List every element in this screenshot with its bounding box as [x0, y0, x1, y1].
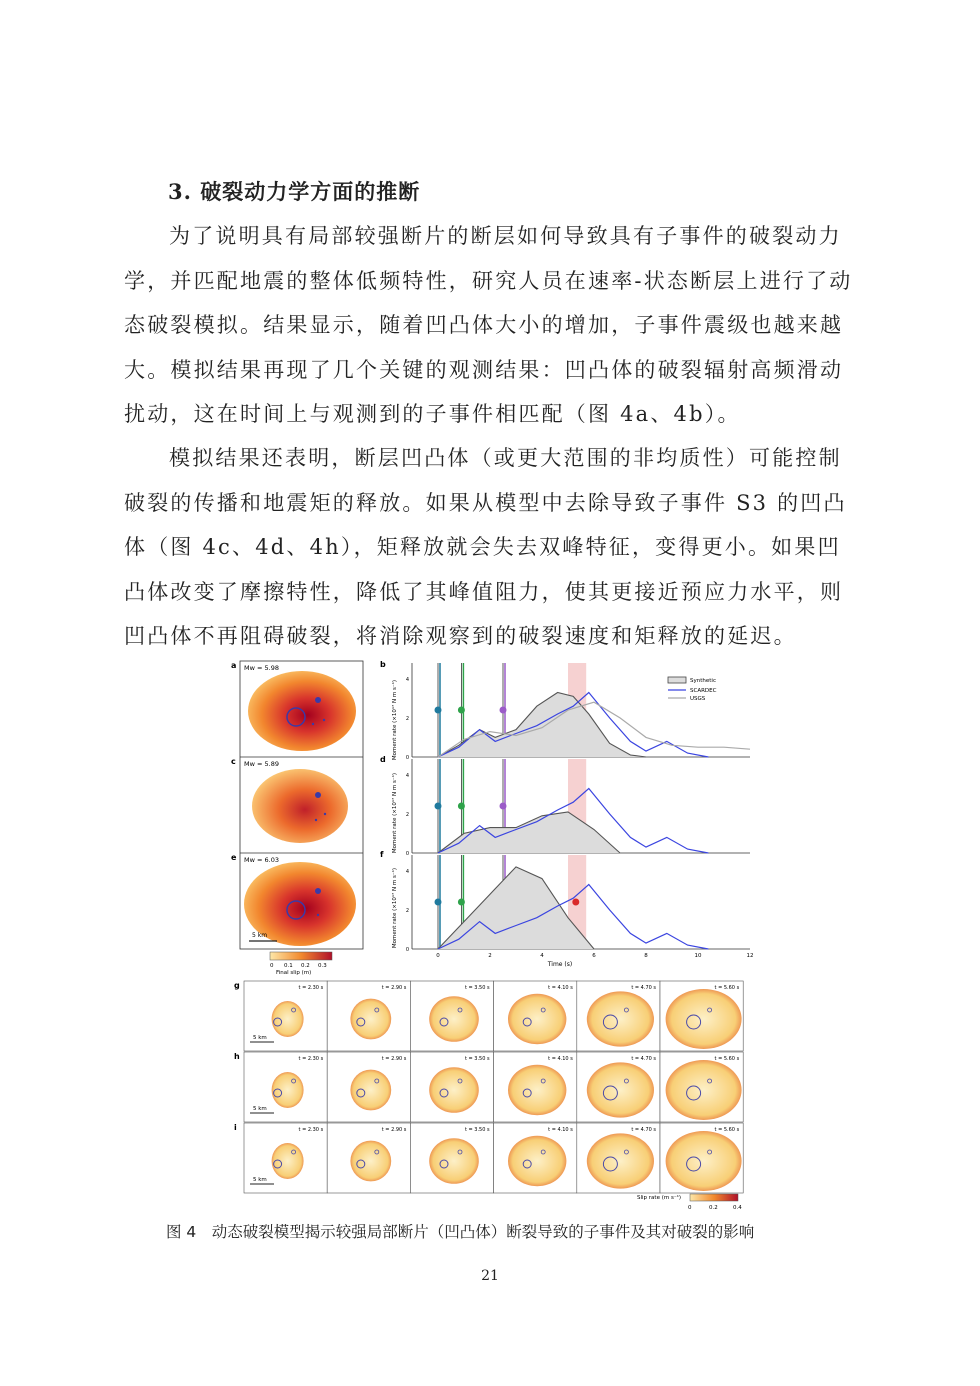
- sliprate-tick-1: 0.2: [709, 1205, 718, 1211]
- subevent-dot-b-0: [435, 707, 442, 714]
- snapshot-time-i-1: t = 2.90 s: [381, 1127, 407, 1133]
- snapshot-time-h-5: t = 5.60 s: [714, 1056, 740, 1062]
- x-tick-4: 8: [644, 953, 648, 959]
- panel-e-letter: e: [231, 853, 237, 862]
- snapshot-blob-g-3: [508, 994, 566, 1044]
- subevent-dot-f-1: [458, 899, 465, 906]
- legend-synthetic: Synthetic: [690, 678, 716, 684]
- moment-charts: [380, 660, 754, 968]
- snapshot-time-h-0: t = 2.30 s: [298, 1056, 324, 1062]
- section-heading: 3. 破裂动力学方面的推断: [168, 179, 421, 204]
- snapshot-blob-h-0: [272, 1072, 304, 1108]
- subevent-dot-d-2: [500, 803, 507, 810]
- legend-usgs: USGS: [690, 696, 706, 702]
- subevent-dot-b-1: [458, 707, 465, 714]
- final-slip-colorbar: [270, 952, 332, 960]
- snapshot-blob-h-2: [429, 1067, 479, 1113]
- slip-maps: [231, 661, 363, 976]
- paragraph-2: 模拟结果还表明，断层凹凸体（或更大范围的非均质性）可能控制破裂的传播和地震矩的释放。如果从模型中去除导致子事件 S3 的凹凸体（图 4c、4d、4h），矩释放就会失去双峰特征，变得更小。如果凹凸体改变了摩擦特性，降低了其峰值阻力，使其更接近预应力水平，则凹凸体不再阻碍破裂，将消除观察到的破裂速度和矩释放的延迟。: [124, 446, 847, 648]
- snapshot-blob-i-4: [587, 1133, 654, 1188]
- x-tick-5: 10: [694, 953, 702, 959]
- snapshot-blob-g-1: [350, 999, 391, 1040]
- x-tick-6: 12: [746, 953, 754, 959]
- sliprate-colorbar: [637, 1194, 742, 1211]
- panel-c-letter: c: [231, 757, 236, 766]
- sliprate-cbar: [690, 1194, 738, 1201]
- y-tick-b-2: 4: [405, 676, 409, 683]
- snapshot-blob-i-5: [666, 1131, 742, 1191]
- cbar-tick-0: 0: [270, 963, 274, 969]
- snapshot-time-h-1: t = 2.90 s: [381, 1056, 407, 1062]
- cbar-label: Final slip (m): [276, 970, 312, 976]
- snapshot-blob-h-4: [587, 1062, 654, 1117]
- paragraph-1: 为了说明具有局部较强断片的断层如何导致具有子事件的破裂动力学，并匹配地震的整体低频特性，研究人员在速率-状态断层上进行了动态破裂模拟。结果显示，随着凹凸体大小的增加，子事件震级也越来越大。模拟结果再现了几个关键的观测结果：凹凸体的破裂辐射高频滑动扰动，这在时间上与观测到的子事件相匹配（图 4a、4b）。: [124, 224, 853, 426]
- snapshot-grid: [234, 981, 743, 1193]
- legend-scardec: SCARDEC: [690, 688, 717, 694]
- scale-label-e: 5 km: [252, 932, 268, 939]
- snapshot-time-g-2: t = 3.50 s: [464, 985, 490, 991]
- figure-caption: 图 4 动态破裂模型揭示较强局部断片（凹凸体）断裂导致的子事件及其对破裂的影响: [166, 1223, 755, 1241]
- sliprate-tick-0: 0: [688, 1205, 692, 1211]
- subevent-dot-red-f: [572, 899, 579, 906]
- snapshot-blob-h-3: [508, 1065, 566, 1115]
- snapshot-blob-g-4: [587, 991, 654, 1046]
- snapshot-time-i-5: t = 5.60 s: [714, 1127, 740, 1133]
- panel-d-letter: d: [380, 755, 386, 764]
- page-number: 21: [481, 1268, 499, 1284]
- snapshot-time-i-3: t = 4.10 s: [548, 1127, 573, 1133]
- xlabel: Time (s): [547, 961, 573, 968]
- y-tick-f-2: 4: [405, 868, 409, 875]
- slip-map-e-label: Mw = 6.03: [244, 856, 279, 864]
- y-tick-d-0: 0: [405, 851, 409, 857]
- sliprate-tick-2: 0.4: [733, 1205, 742, 1211]
- snapshot-time-g-5: t = 5.60 s: [714, 985, 740, 991]
- series-fill-d-synthetic: [438, 812, 620, 853]
- legend-synthetic-swatch: [668, 677, 686, 683]
- chart-legend: [668, 677, 717, 702]
- ylabel-f: Moment rate (×10¹⁷ N m s⁻¹): [392, 867, 398, 949]
- snapshot-blob-i-3: [508, 1136, 566, 1186]
- subevent-dot-d-1: [458, 803, 465, 810]
- snapshot-time-i-0: t = 2.30 s: [298, 1127, 324, 1133]
- cbar-tick-3: 0.3: [318, 963, 327, 969]
- y-tick-b-1: 2: [405, 715, 409, 722]
- snapshot-blob-h-1: [350, 1070, 391, 1111]
- y-tick-f-0: 0: [405, 947, 409, 953]
- y-tick-d-1: 2: [405, 811, 409, 818]
- snapshot-scale-i: 5 km: [253, 1177, 267, 1183]
- y-tick-d-2: 4: [405, 772, 409, 779]
- snapshot-time-i-4: t = 4.70 s: [631, 1127, 656, 1133]
- snapshot-time-h-2: t = 3.50 s: [464, 1056, 490, 1062]
- snapshot-blob-h-5: [666, 1060, 742, 1120]
- snapshot-time-g-0: t = 2.30 s: [298, 985, 324, 991]
- panel-f-letter: f: [380, 850, 384, 859]
- ylabel-b: Moment rate (×10¹⁷ N m s⁻¹): [392, 679, 398, 761]
- x-tick-3: 6: [592, 953, 596, 959]
- snapshot-time-g-3: t = 4.10 s: [548, 985, 573, 991]
- y-tick-b-0: 0: [405, 755, 409, 761]
- panel-i-letter: i: [234, 1123, 237, 1132]
- snapshot-blob-i-1: [350, 1141, 391, 1182]
- ylabel-d: Moment rate (×10¹⁷ N m s⁻¹): [392, 772, 398, 854]
- y-tick-f-1: 2: [405, 907, 409, 914]
- slip-map-c-label: Mw = 5.89: [244, 760, 279, 768]
- snapshot-blob-g-5: [666, 989, 742, 1049]
- x-tick-0: 0: [436, 953, 440, 959]
- x-tick-2: 4: [540, 953, 544, 959]
- snapshot-time-i-2: t = 3.50 s: [464, 1127, 490, 1133]
- slip-map-a-label: Mw = 5.98: [244, 664, 279, 672]
- snapshot-time-h-4: t = 4.70 s: [631, 1056, 656, 1062]
- subevent-dot-d-0: [435, 803, 442, 810]
- slip-map-c: [252, 769, 348, 843]
- snapshot-scale-g: 5 km: [253, 1035, 267, 1041]
- panel-h-letter: h: [234, 1052, 240, 1061]
- snapshot-time-g-1: t = 2.90 s: [381, 985, 407, 991]
- snapshot-blob-g-0: [272, 1001, 304, 1037]
- snapshot-time-g-4: t = 4.70 s: [631, 985, 656, 991]
- cbar-tick-1: 0.1: [284, 963, 293, 969]
- snapshot-time-h-3: t = 4.10 s: [548, 1056, 573, 1062]
- cbar-tick-2: 0.2: [301, 963, 310, 969]
- sliprate-cbar-label: Slip rate (m s⁻¹): [637, 1195, 682, 1201]
- snapshot-scale-h: 5 km: [253, 1106, 267, 1112]
- snapshot-blob-i-0: [272, 1143, 304, 1179]
- x-tick-1: 2: [488, 953, 492, 959]
- subevent-dot-f-0: [435, 899, 442, 906]
- panel-a-letter: a: [231, 661, 237, 670]
- snapshot-blob-i-2: [429, 1138, 479, 1184]
- panel-b-letter: b: [380, 660, 386, 669]
- panel-g-letter: g: [234, 981, 240, 990]
- subevent-dot-b-2: [500, 707, 507, 714]
- snapshot-blob-g-2: [429, 996, 479, 1042]
